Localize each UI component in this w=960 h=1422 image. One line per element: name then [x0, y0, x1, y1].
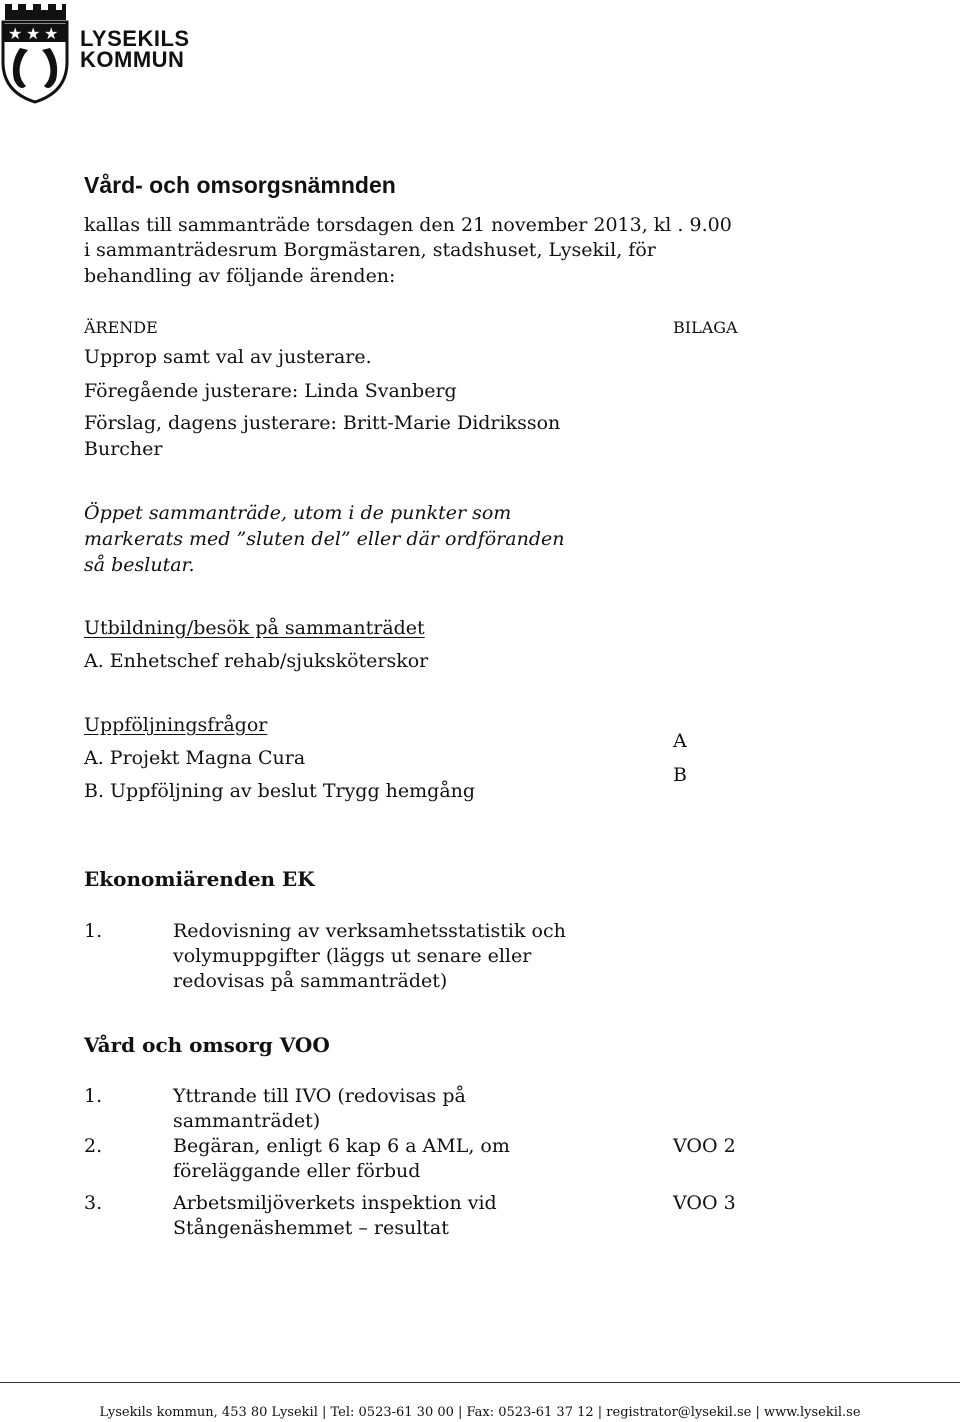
utbildning-heading: Utbildning/besök på sammanträdet [84, 617, 425, 639]
voo-item-1-line-1: Yttrande till IVO (redovisas på [173, 1085, 466, 1107]
logo-text-line1: LYSEKILS [80, 26, 190, 51]
column-header-arende: ÄRENDE [84, 318, 158, 337]
open-meeting-line-2: markerats med ”sluten del” eller där ordföranden [84, 528, 565, 550]
ekonomi-item-line-2: volymuppgifter (läggs ut senare eller [173, 945, 532, 967]
column-header-bilaga: BILAGA [673, 318, 738, 337]
uppfoljning-item-a: A. Projekt Magna Cura [84, 747, 306, 769]
footer-contact: Lysekils kommun, 453 80 Lysekil | Tel: 0523-61 30 00 | Fax: 0523-61 37 12 | registrator@lysekil.se | www.lysekil.se [99, 1405, 861, 1420]
footer-divider [0, 1382, 960, 1383]
intro-line-2: i sammanträdesrum Borgmästaren, stadshuset, Lysekil, för [84, 239, 656, 261]
intro-line-1: kallas till sammanträde torsdagen den 21 november 2013, kl . 9.00 [84, 214, 732, 236]
svg-text:★: ★ [26, 24, 41, 43]
voo-item-2-line-1: Begäran, enligt 6 kap 6 a AML, om [173, 1135, 510, 1157]
ekonomi-item-line-1: Redovisning av verksamhetsstatistik och [173, 920, 566, 942]
upprop-line-2: Föregående justerare: Linda Svanberg [84, 380, 457, 402]
voo-item-2-bilaga: VOO 2 [673, 1135, 736, 1157]
upprop-line-1: Upprop samt val av justerare. [84, 346, 372, 368]
open-meeting-line-3: så beslutar. [84, 554, 195, 576]
ekonomi-item-num: 1. [84, 920, 103, 942]
voo-item-1-num: 1. [84, 1085, 103, 1107]
intro-line-3: behandling av följande ärenden: [84, 265, 396, 287]
svg-text:★: ★ [44, 24, 59, 43]
uppfoljning-bilaga-a: A [673, 730, 687, 752]
uppfoljning-item-b: B. Uppföljning av beslut Trygg hemgång [84, 780, 476, 802]
ekonomi-item-line-3: redovisas på sammanträdet) [173, 970, 448, 992]
voo-item-3-bilaga: VOO 3 [673, 1192, 736, 1214]
voo-item-2-num: 2. [84, 1135, 103, 1157]
logo [0, 0, 200, 110]
voo-item-3-line-1: Arbetsmiljöverkets inspektion vid [173, 1192, 497, 1214]
uppfoljning-heading: Uppföljningsfrågor [84, 714, 268, 736]
lysekil-coat-of-arms-icon [0, 0, 70, 105]
voo-item-2-line-2: föreläggande eller förbud [173, 1160, 421, 1182]
ekonomi-heading: Ekonomiärenden EK [84, 867, 315, 891]
utbildning-item-a: A. Enhetschef rehab/sjuksköterskor [84, 650, 429, 672]
svg-text:★: ★ [8, 24, 23, 43]
logo-text-line2: KOMMUN [80, 47, 185, 72]
open-meeting-line-1: Öppet sammanträde, utom i de punkter som [84, 502, 512, 524]
upprop-line-3: Förslag, dagens justerare: Britt-Marie Didriksson [84, 412, 561, 434]
voo-item-3-num: 3. [84, 1192, 103, 1214]
upprop-line-4: Burcher [84, 438, 163, 460]
uppfoljning-bilaga-b: B [673, 764, 687, 786]
page-title: Vård- och omsorgsnämnden [84, 172, 396, 198]
voo-item-1-line-2: sammanträdet) [173, 1110, 321, 1132]
voo-item-3-line-2: Stångenäshemmet – resultat [173, 1217, 449, 1239]
voo-heading: Vård och omsorg VOO [84, 1033, 330, 1057]
